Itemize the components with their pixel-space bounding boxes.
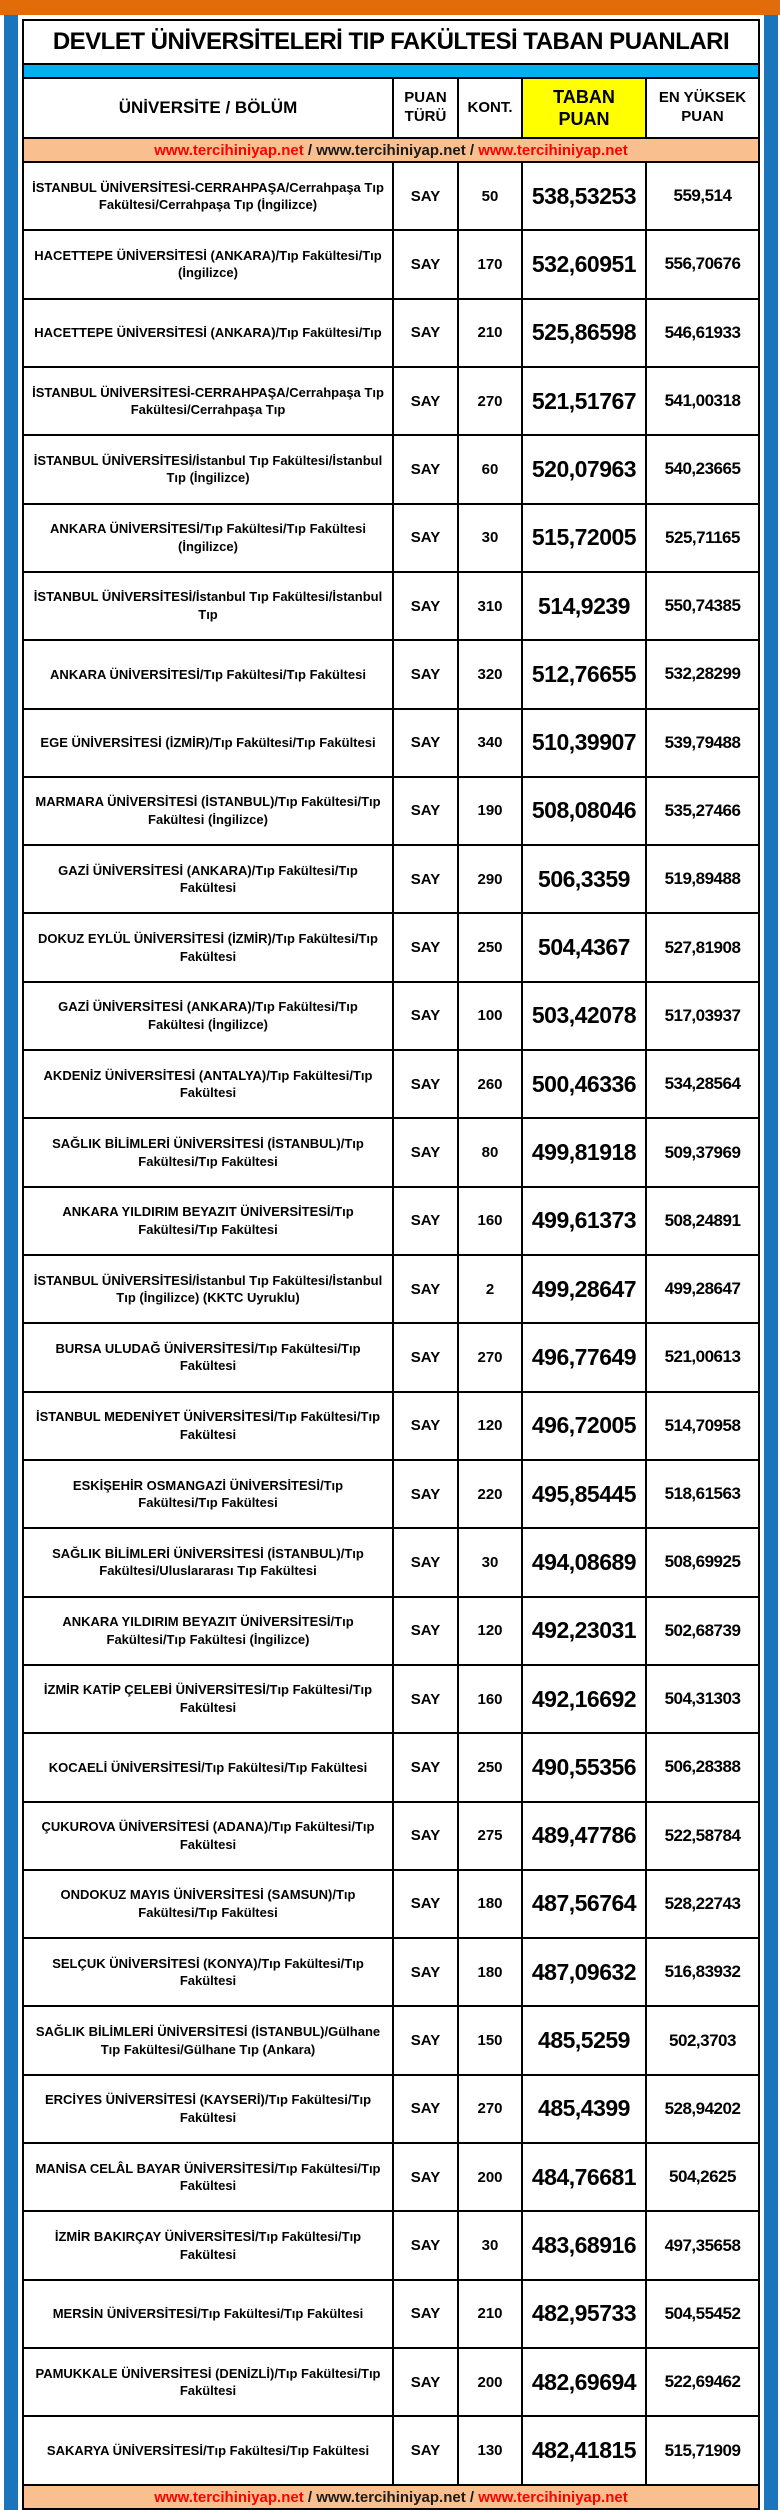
table-row (23, 1528, 759, 1596)
score-type-cell: SAY (393, 2416, 458, 2485)
quota-cell: 270 (458, 367, 522, 435)
content-area (18, 15, 764, 2510)
website-link-1[interactable]: www.tercihiniyap.net (154, 2488, 304, 2506)
column-header-score-type: PUAN TÜRÜ (393, 78, 458, 138)
score-type-cell: SAY (393, 777, 458, 845)
table-head (23, 78, 759, 162)
quota-cell: 270 (458, 2075, 522, 2143)
frame-right-border (764, 15, 778, 2510)
quota-cell: 310 (458, 572, 522, 640)
university-name-cell: GAZİ ÜNİVERSİTESİ (ANKARA)/Tıp Fakültesi/Tıp Fakültesi (23, 845, 393, 913)
highest-score-cell: 532,28299 (646, 640, 759, 708)
base-score-cell: 492,23031 (522, 1597, 646, 1665)
quota-cell: 130 (458, 2416, 522, 2485)
table-row (23, 1255, 759, 1323)
university-name-cell: İSTANBUL ÜNİVERSİTESİ/İstanbul Tıp Fakültesi/İstanbul Tıp (23, 572, 393, 640)
website-link-3[interactable]: www.tercihiniyap.net (478, 2488, 628, 2506)
highest-score-cell: 539,79488 (646, 709, 759, 777)
base-score-cell: 483,68916 (522, 2211, 646, 2279)
table-row (23, 982, 759, 1050)
table-row (23, 1870, 759, 1938)
highest-score-cell: 527,81908 (646, 913, 759, 981)
base-score-cell: 487,56764 (522, 1870, 646, 1938)
highest-score-cell: 528,22743 (646, 1870, 759, 1938)
university-name-cell: İSTANBUL ÜNİVERSİTESİ-CERRAHPAŞA/Cerrahpaşa Tıp Fakültesi/Cerrahpaşa Tıp (İngilizce) (23, 162, 393, 230)
highest-score-cell: 497,35658 (646, 2211, 759, 2279)
base-score-cell: 499,61373 (522, 1187, 646, 1255)
score-type-cell: SAY (393, 367, 458, 435)
column-header-quota: KONT. (458, 78, 522, 138)
base-score-cell: 499,81918 (522, 1118, 646, 1186)
quota-cell: 340 (458, 709, 522, 777)
table-row (23, 1187, 759, 1255)
quota-cell: 120 (458, 1392, 522, 1460)
column-header-highest-score: EN YÜKSEK PUAN (646, 78, 759, 138)
score-type-cell: SAY (393, 1665, 458, 1733)
table-row (23, 1323, 759, 1391)
university-name-cell: İZMİR BAKIRÇAY ÜNİVERSİTESİ/Tıp Fakültesi/Tıp Fakültesi (23, 2211, 393, 2279)
base-score-cell: 504,4367 (522, 913, 646, 981)
quota-cell: 120 (458, 1597, 522, 1665)
university-name-cell: PAMUKKALE ÜNİVERSİTESİ (DENİZLİ)/Tıp Fakültesi/Tıp Fakültesi (23, 2348, 393, 2416)
column-header-university: ÜNİVERSİTE / BÖLÜM (23, 78, 393, 138)
highest-score-cell: 522,58784 (646, 1802, 759, 1870)
base-score-cell: 532,60951 (522, 230, 646, 298)
quota-cell: 160 (458, 1187, 522, 1255)
table-row (23, 1460, 759, 1528)
highest-score-cell: 559,514 (646, 162, 759, 230)
table-row (23, 1050, 759, 1118)
quota-cell: 170 (458, 230, 522, 298)
score-type-cell: SAY (393, 913, 458, 981)
score-type-cell: SAY (393, 2143, 458, 2211)
frame-left-border (4, 15, 18, 2510)
highest-score-cell: 518,61563 (646, 1460, 759, 1528)
score-type-cell: SAY (393, 1733, 458, 1801)
table-row (23, 1118, 759, 1186)
website-link-2[interactable]: www.tercihiniyap.net (316, 141, 466, 159)
highest-score-cell: 522,69462 (646, 2348, 759, 2416)
quota-cell: 210 (458, 2280, 522, 2348)
score-type-cell: SAY (393, 230, 458, 298)
quota-cell: 60 (458, 435, 522, 503)
highest-score-cell: 504,31303 (646, 1665, 759, 1733)
highest-score-cell: 540,23665 (646, 435, 759, 503)
framed-page (0, 15, 780, 2510)
base-score-cell: 490,55356 (522, 1733, 646, 1801)
scores-table (22, 77, 760, 2510)
highest-score-cell: 519,89488 (646, 845, 759, 913)
table-row (23, 913, 759, 981)
quota-cell: 30 (458, 2211, 522, 2279)
score-type-cell: SAY (393, 2006, 458, 2074)
base-score-cell: 482,69694 (522, 2348, 646, 2416)
score-type-cell: SAY (393, 299, 458, 367)
quota-cell: 160 (458, 1665, 522, 1733)
page-title: DEVLET ÜNİVERSİTELERİ TIP FAKÜLTESİ TABAN PUANLARI (22, 19, 760, 65)
table-row (23, 640, 759, 708)
table-row (23, 1597, 759, 1665)
base-score-cell: 484,76681 (522, 2143, 646, 2211)
base-score-cell: 496,77649 (522, 1323, 646, 1391)
university-name-cell: ANKARA ÜNİVERSİTESİ/Tıp Fakültesi/Tıp Fakültesi (İngilizce) (23, 504, 393, 572)
score-type-cell: SAY (393, 1255, 458, 1323)
score-type-cell: SAY (393, 1597, 458, 1665)
quota-cell: 100 (458, 982, 522, 1050)
table-row (23, 504, 759, 572)
quota-cell: 50 (458, 162, 522, 230)
website-link-3[interactable]: www.tercihiniyap.net (478, 141, 628, 159)
university-name-cell: GAZİ ÜNİVERSİTESİ (ANKARA)/Tıp Fakültesi/Tıp Fakültesi (İngilizce) (23, 982, 393, 1050)
university-name-cell: SAĞLIK BİLİMLERİ ÜNİVERSİTESİ (İSTANBUL)/Tıp Fakültesi/Tıp Fakültesi (23, 1118, 393, 1186)
highest-score-cell: 541,00318 (646, 367, 759, 435)
university-name-cell: ESKİŞEHİR OSMANGAZİ ÜNİVERSİTESİ/Tıp Fakültesi/Tıp Fakültesi (23, 1460, 393, 1528)
quota-cell: 260 (458, 1050, 522, 1118)
quota-cell: 190 (458, 777, 522, 845)
table-row (23, 2075, 759, 2143)
score-type-cell: SAY (393, 640, 458, 708)
quota-cell: 30 (458, 504, 522, 572)
base-score-cell: 489,47786 (522, 1802, 646, 1870)
score-type-cell: SAY (393, 1323, 458, 1391)
university-name-cell: ANKARA YILDIRIM BEYAZIT ÜNİVERSİTESİ/Tıp Fakültesi/Tıp Fakültesi (23, 1187, 393, 1255)
table-row (23, 2280, 759, 2348)
quota-cell: 150 (458, 2006, 522, 2074)
highest-score-cell: 550,74385 (646, 572, 759, 640)
score-type-cell: SAY (393, 1392, 458, 1460)
base-score-cell: 538,53253 (522, 162, 646, 230)
url-separator: / (469, 141, 475, 159)
website-link-2[interactable]: www.tercihiniyap.net (316, 2488, 466, 2506)
quota-cell: 80 (458, 1118, 522, 1186)
url-separator: / (307, 141, 313, 159)
quota-cell: 210 (458, 299, 522, 367)
university-name-cell: İSTANBUL ÜNİVERSİTESİ-CERRAHPAŞA/Cerrahpaşa Tıp Fakültesi/Cerrahpaşa Tıp (23, 367, 393, 435)
base-score-cell: 485,4399 (522, 2075, 646, 2143)
base-score-cell: 512,76655 (522, 640, 646, 708)
table-row (23, 2006, 759, 2074)
table-row (23, 1802, 759, 1870)
score-type-cell: SAY (393, 1528, 458, 1596)
highest-score-cell: 502,3703 (646, 2006, 759, 2074)
highest-score-cell: 517,03937 (646, 982, 759, 1050)
table-row (23, 1665, 759, 1733)
score-type-cell: SAY (393, 2075, 458, 2143)
university-name-cell: İSTANBUL ÜNİVERSİTESİ/İstanbul Tıp Fakültesi/İstanbul Tıp (İngilizce) (KKTC Uyruklu) (23, 1255, 393, 1323)
highest-score-cell: 508,24891 (646, 1187, 759, 1255)
score-type-cell: SAY (393, 504, 458, 572)
quota-cell: 320 (458, 640, 522, 708)
highest-score-cell: 504,55452 (646, 2280, 759, 2348)
highest-score-cell: 521,00613 (646, 1323, 759, 1391)
quota-cell: 270 (458, 1323, 522, 1391)
base-score-cell: 487,09632 (522, 1938, 646, 2006)
table-row (23, 709, 759, 777)
university-name-cell: HACETTEPE ÜNİVERSİTESİ (ANKARA)/Tıp Fakültesi/Tıp (23, 299, 393, 367)
table-row (23, 1733, 759, 1801)
score-type-cell: SAY (393, 1050, 458, 1118)
quota-cell: 275 (458, 1802, 522, 1870)
university-name-cell: ERCİYES ÜNİVERSİTESİ (KAYSERİ)/Tıp Fakültesi/Tıp Fakültesi (23, 2075, 393, 2143)
base-score-cell: 506,3359 (522, 845, 646, 913)
university-name-cell: BURSA ULUDAĞ ÜNİVERSİTESİ/Tıp Fakültesi/Tıp Fakültesi (23, 1323, 393, 1391)
base-score-cell: 521,51767 (522, 367, 646, 435)
score-type-cell: SAY (393, 1118, 458, 1186)
table-row (23, 230, 759, 298)
university-name-cell: MERSİN ÜNİVERSİTESİ/Tıp Fakültesi/Tıp Fakültesi (23, 2280, 393, 2348)
quota-cell: 200 (458, 2348, 522, 2416)
highest-score-cell: 535,27466 (646, 777, 759, 845)
base-score-cell: 503,42078 (522, 982, 646, 1050)
university-name-cell: ANKARA YILDIRIM BEYAZIT ÜNİVERSİTESİ/Tıp Fakültesi/Tıp Fakültesi (İngilizce) (23, 1597, 393, 1665)
base-score-cell: 495,85445 (522, 1460, 646, 1528)
highest-score-cell: 556,70676 (646, 230, 759, 298)
highest-score-cell: 528,94202 (646, 2075, 759, 2143)
score-type-cell: SAY (393, 709, 458, 777)
base-score-cell: 508,08046 (522, 777, 646, 845)
score-type-cell: SAY (393, 435, 458, 503)
university-name-cell: SAĞLIK BİLİMLERİ ÜNİVERSİTESİ (İSTANBUL)/Gülhane Tıp Fakültesi/Gülhane Tıp (Ankara) (23, 2006, 393, 2074)
university-name-cell: EGE ÜNİVERSİTESİ (İZMİR)/Tıp Fakültesi/Tıp Fakültesi (23, 709, 393, 777)
table-row (23, 2416, 759, 2485)
base-score-cell: 492,16692 (522, 1665, 646, 1733)
quota-cell: 2 (458, 1255, 522, 1323)
university-name-cell: SAKARYA ÜNİVERSİTESİ/Tıp Fakültesi/Tıp Fakültesi (23, 2416, 393, 2485)
quota-cell: 250 (458, 1733, 522, 1801)
highest-score-cell: 525,71165 (646, 504, 759, 572)
base-score-cell: 499,28647 (522, 1255, 646, 1323)
highest-score-cell: 508,69925 (646, 1528, 759, 1596)
highest-score-cell: 504,2625 (646, 2143, 759, 2211)
highest-score-cell: 502,68739 (646, 1597, 759, 1665)
university-name-cell: MANİSA CELÂL BAYAR ÜNİVERSİTESİ/Tıp Fakültesi/Tıp Fakültesi (23, 2143, 393, 2211)
university-name-cell: ONDOKUZ MAYIS ÜNİVERSİTESİ (SAMSUN)/Tıp Fakültesi/Tıp Fakültesi (23, 1870, 393, 1938)
website-link-1[interactable]: www.tercihiniyap.net (154, 141, 304, 159)
quota-cell: 30 (458, 1528, 522, 1596)
table-row (23, 162, 759, 230)
base-score-cell: 515,72005 (522, 504, 646, 572)
table-row (23, 2143, 759, 2211)
university-name-cell: ÇUKUROVA ÜNİVERSİTESİ (ADANA)/Tıp Fakültesi/Tıp Fakültesi (23, 1802, 393, 1870)
highest-score-cell: 514,70958 (646, 1392, 759, 1460)
highest-score-cell: 534,28564 (646, 1050, 759, 1118)
url-separator: / (469, 2488, 475, 2506)
university-name-cell: KOCAELİ ÜNİVERSİTESİ/Tıp Fakültesi/Tıp Fakültesi (23, 1733, 393, 1801)
base-score-cell: 510,39907 (522, 709, 646, 777)
university-name-cell: AKDENİZ ÜNİVERSİTESİ (ANTALYA)/Tıp Fakültesi/Tıp Fakültesi (23, 1050, 393, 1118)
quota-cell: 290 (458, 845, 522, 913)
university-name-cell: İSTANBUL ÜNİVERSİTESİ/İstanbul Tıp Fakültesi/İstanbul Tıp (İngilizce) (23, 435, 393, 503)
column-header-base-score: TABAN PUAN (522, 78, 646, 138)
base-score-cell: 494,08689 (522, 1528, 646, 1596)
quota-cell: 200 (458, 2143, 522, 2211)
university-name-cell: DOKUZ EYLÜL ÜNİVERSİTESİ (İZMİR)/Tıp Fakültesi/Tıp Fakültesi (23, 913, 393, 981)
score-type-cell: SAY (393, 1870, 458, 1938)
score-type-cell: SAY (393, 572, 458, 640)
university-name-cell: SELÇUK ÜNİVERSİTESİ (KONYA)/Tıp Fakültesi/Tıp Fakültesi (23, 1938, 393, 2006)
score-type-cell: SAY (393, 1938, 458, 2006)
table-row (23, 572, 759, 640)
highest-score-cell: 499,28647 (646, 1255, 759, 1323)
table-row (23, 1392, 759, 1460)
table-row (23, 845, 759, 913)
quota-cell: 220 (458, 1460, 522, 1528)
table-row (23, 2348, 759, 2416)
base-score-cell: 500,46336 (522, 1050, 646, 1118)
table-row (23, 1938, 759, 2006)
base-score-cell: 525,86598 (522, 299, 646, 367)
score-type-cell: SAY (393, 1460, 458, 1528)
base-score-cell: 485,5259 (522, 2006, 646, 2074)
university-name-cell: İZMİR KATİP ÇELEBİ ÜNİVERSİTESİ/Tıp Fakültesi/Tıp Fakültesi (23, 1665, 393, 1733)
highest-score-cell: 509,37969 (646, 1118, 759, 1186)
base-score-cell: 482,95733 (522, 2280, 646, 2348)
header-row (23, 78, 759, 138)
highest-score-cell: 506,28388 (646, 1733, 759, 1801)
url-separator: / (307, 2488, 313, 2506)
base-score-cell: 520,07963 (522, 435, 646, 503)
university-name-cell: SAĞLIK BİLİMLERİ ÜNİVERSİTESİ (İSTANBUL)/Tıp Fakültesi/Uluslararası Tıp Fakültesi (23, 1528, 393, 1596)
highest-score-cell: 515,71909 (646, 2416, 759, 2485)
website-bar-bottom (23, 2485, 759, 2509)
score-type-cell: SAY (393, 162, 458, 230)
highest-score-cell: 516,83932 (646, 1938, 759, 2006)
table-body (23, 162, 759, 2485)
base-score-cell: 482,41815 (522, 2416, 646, 2485)
university-name-cell: İSTANBUL MEDENİYET ÜNİVERSİTESİ/Tıp Fakültesi/Tıp Fakültesi (23, 1392, 393, 1460)
top-accent-bar (0, 0, 780, 15)
university-name-cell: ANKARA ÜNİVERSİTESİ/Tıp Fakültesi/Tıp Fakültesi (23, 640, 393, 708)
base-score-cell: 496,72005 (522, 1392, 646, 1460)
quota-cell: 180 (458, 1938, 522, 2006)
highest-score-cell: 546,61933 (646, 299, 759, 367)
score-type-cell: SAY (393, 2348, 458, 2416)
table-foot (23, 2485, 759, 2509)
score-type-cell: SAY (393, 1802, 458, 1870)
table-row (23, 367, 759, 435)
university-name-cell: MARMARA ÜNİVERSİTESİ (İSTANBUL)/Tıp Fakültesi/Tıp Fakültesi (İngilizce) (23, 777, 393, 845)
table-row (23, 299, 759, 367)
quota-cell: 250 (458, 913, 522, 981)
table-row (23, 435, 759, 503)
base-score-cell: 514,9239 (522, 572, 646, 640)
table-row (23, 777, 759, 845)
score-type-cell: SAY (393, 1187, 458, 1255)
quota-cell: 180 (458, 1870, 522, 1938)
score-type-cell: SAY (393, 845, 458, 913)
score-type-cell: SAY (393, 2280, 458, 2348)
score-type-cell: SAY (393, 2211, 458, 2279)
table-row (23, 2211, 759, 2279)
university-name-cell: HACETTEPE ÜNİVERSİTESİ (ANKARA)/Tıp Fakültesi/Tıp (İngilizce) (23, 230, 393, 298)
website-bar-top (23, 138, 759, 162)
score-type-cell: SAY (393, 982, 458, 1050)
